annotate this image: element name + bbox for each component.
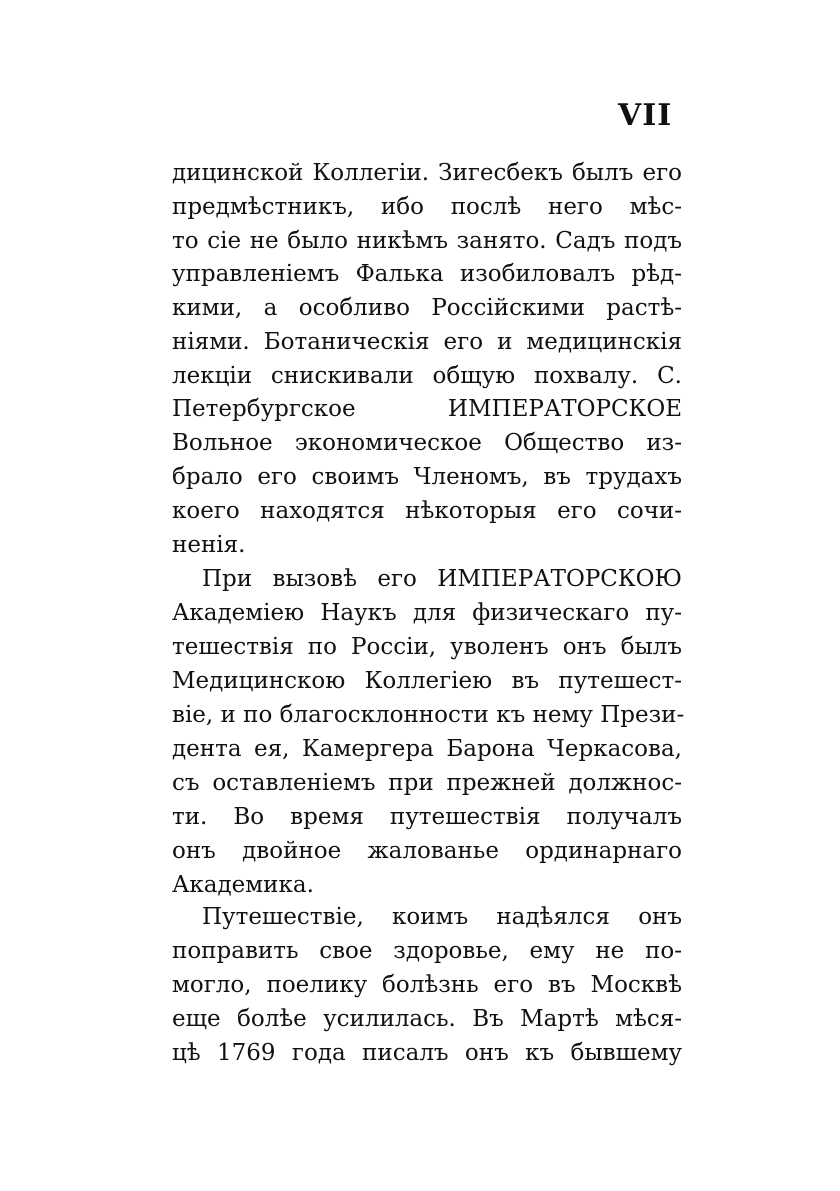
text-line: Академика. [172, 872, 314, 898]
text-line: віе, и по благосклонности къ нему Прези- [172, 702, 685, 728]
text-line: дента ея, Камергера Барона Черкасова, [172, 736, 682, 762]
text-line: дицинской Коллегіи. Зигесбекъ былъ его [172, 160, 682, 186]
text-line: ненія. [172, 532, 246, 558]
text-line: Академіею Наукъ для физическаго пу- [172, 600, 682, 626]
text-line: При вызовѣ его ИМПЕРАТОРСКОЮ [202, 566, 682, 592]
text-line: тешествія по Россіи, уволенъ онъ былъ [172, 634, 682, 660]
text-line: онъ двойное жалованье ординарнаго [172, 838, 682, 864]
text-line: съ оставленіемъ при прежней должнос- [172, 770, 682, 796]
text-line: ніями. Ботаническія его и медицинскія [172, 329, 682, 355]
text-line: Вольное экономическое Общество из- [172, 430, 682, 456]
text-line: Петербургское ИМПЕРАТОРСКОЕ [172, 396, 682, 422]
text-line: управленіемъ Фалька изобиловалъ рѣд- [172, 261, 682, 287]
text-line: коего находятся нѣкоторыя его сочи- [172, 498, 682, 524]
text-line: брало его своимъ Членомъ, въ трудахъ [172, 464, 682, 490]
text-line: кими, а особливо Россійскими растѣ- [172, 295, 682, 321]
text-line: то сіе не было никѣмъ занято. Садъ подъ [172, 228, 682, 254]
text-line: еще болѣе усилилась. Въ Мартѣ мѣся- [172, 1006, 682, 1032]
text-line: Путешествіе, коимъ надѣялся онъ [202, 904, 682, 930]
text-line: Медицинскою Коллегіею въ путешест- [172, 668, 682, 694]
page-number: VII [618, 98, 673, 133]
text-line: поправить свое здоровье, ему не по- [172, 938, 682, 964]
text-line: могло, поелику болѣзнь его въ Москвѣ [172, 972, 682, 998]
text-line: ти. Во время путешествія получалъ [172, 804, 682, 830]
text-line: лекціи снискивали общую похвалу. С. [172, 363, 682, 389]
text-line: предмѣстникъ, ибо послѣ него мѣс- [172, 194, 682, 220]
text-line: цѣ 1769 года писалъ онъ къ бывшему [172, 1040, 682, 1066]
